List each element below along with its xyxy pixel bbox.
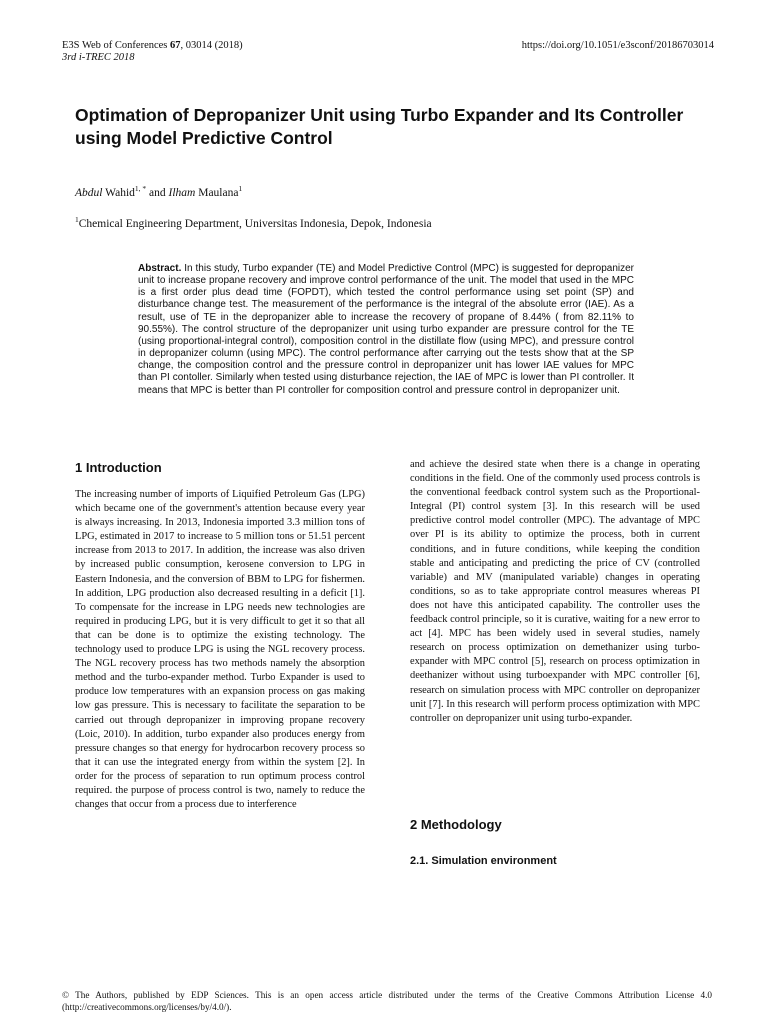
introduction-heading: 1 Introduction [75, 460, 162, 475]
abstract-label: Abstract. [138, 263, 182, 274]
author-1-last-name: Wahid [102, 187, 135, 199]
author-1-first-name: Abdul [75, 187, 103, 199]
author-line [75, 184, 243, 199]
paper-title: Optimation of Depropanizer Unit using Turbo Expander and Its Controller using Model Predictive Control [75, 105, 684, 148]
affiliation [75, 215, 432, 230]
author-2-marker: 1 [238, 184, 243, 194]
journal-header [62, 40, 243, 64]
affiliation-text: Chemical Engineering Department, Universitas Indonesia, Depok, Indonesia [78, 218, 432, 230]
simulation-environment-heading: 2.1. Simulation environment [410, 855, 557, 867]
conference-name: 3rd i-TREC 2018 [62, 52, 135, 63]
author-conjunction: and [146, 187, 169, 199]
journal-volume: 67 [170, 40, 181, 51]
author-1-marker: 1, * [134, 184, 147, 194]
abstract-text: In this study, Turbo expander (TE) and Model Predictive Control (MPC) is suggested for depropanizer unit to increase propane recovery and improve control performance of the unit. The model that used in the MPC is a first order plus dead time (FOPDT), which tested the control performance using set point (SP) and disturbance change test. The measurement of the performance is the integral of the absolute error (IAE). As a result, use of TE in the depropanizer able to increase the recovery of propane of 8.44% ( from 82.11% to 90.55%). The control structure of the depropanizer unit using turbo expander are pressure control for the TE (using proportional-integral control), composition control in the distillate flow (using MPC), and pressure control in depropanizer column (using MPC). The control performance after carrying out the tests show that at the SP change, the composition control and the pressure control in depropanizer unit has lower IAE values for MPC than PI contoller. Similarly when tested using disturbance rejection, the IAE of MPC is lower than PI controller. It means that MPC is better than PI controller for composition control and pressure control in depropanizer unit. [138, 263, 634, 396]
license-footer: © The Authors, published by EDP Sciences. This is an open access article distributed under the terms of the Creative Commons Attribution License 4.0 (http://creativecommons.org/licenses/by/4.0/). [62, 990, 712, 1012]
author-2-first-name: Ilham [168, 187, 196, 199]
article-number: , 03014 (2018) [180, 40, 243, 51]
abstract [138, 263, 634, 397]
journal-name: E3S Web of Conferences [62, 40, 171, 51]
introduction-paragraph-right: and achieve the desired state when there is a change in operating conditions in the field. One of the commonly used process controls is the conventional feedback control system such as the Proportional-Integral (PI) control system [3]. In this research will be used predictive control model controller (MPC). The advantage of MPC over PI is its ability to optimize the process, both in current conditions, and in future conditions, while keeping the condition stable and anticipating and predicting the price of CV (controlled variable) and MV (manipulated variable) changes in operating conditions, so as to take appropriate control measures whereas PI does not have this anticipated capability. The controller uses the feedback control principle, so it is curative, waiting for a new error to act [4]. MPC has been widely used in several studies, namely research on process optimization on demethanizer using turbo-expander with MPC control [5], research on process optimization in deethanizer without using turboexpander with MPC controller [6], research on simulation process with MPC controller on depropanizer unit [7]. In this research will perform process optimization with MPC controller on depropanizer unit using turbo-expander. [410, 459, 700, 724]
doi-link[interactable]: https://doi.org/10.1051/e3sconf/20186703014 [521, 40, 714, 51]
introduction-paragraph-left: The increasing number of imports of Liquified Petroleum Gas (LPG) which became one of the government's attention because every year is always increasing. In 2013, Indonesia imported 3.3 million tons of LPG, estimated in 2017 to increase to 5 million tons or 51.51 percent increase from 2013 to 2017. In addition, the increase was also driven by increased public consumption, kerosene conversion to LPG in Eastern Indonesia, and the conversion of BBM to LPG for fishermen. In addition, LPG production also decreased resulting in a deficit [1]. To compensate for the increase in LPG needs new technologies are required in producing LPG, but it is very difficult to get it so that all that can be done is to optimize the existing technology. The technology used to produce LPG is using the NGL recovery process. The NGL recovery process has two methods namely the absorption method and the turbo-expander method. Turbo Expander is used to produce low temperatures with an expansion process on gas making low gas pressure. This is necessary to facilitate the separation to be carried out through depropanizer in improving propane recovery (Loic, 2010). In addition, turbo expander also produces energy from pressure changes so that energy for hydrocarbon recovery process so that it can use the integrated energy from within the system [2]. In order for the process of separation to run optimum process control required. the purpose of process control is two, namely to reduce the changes that occur from a process due to interference [75, 489, 365, 811]
affiliation-marker: 1 [75, 215, 79, 225]
author-2-last-name: Maulana [195, 187, 239, 199]
methodology-heading: 2 Methodology [410, 817, 502, 832]
